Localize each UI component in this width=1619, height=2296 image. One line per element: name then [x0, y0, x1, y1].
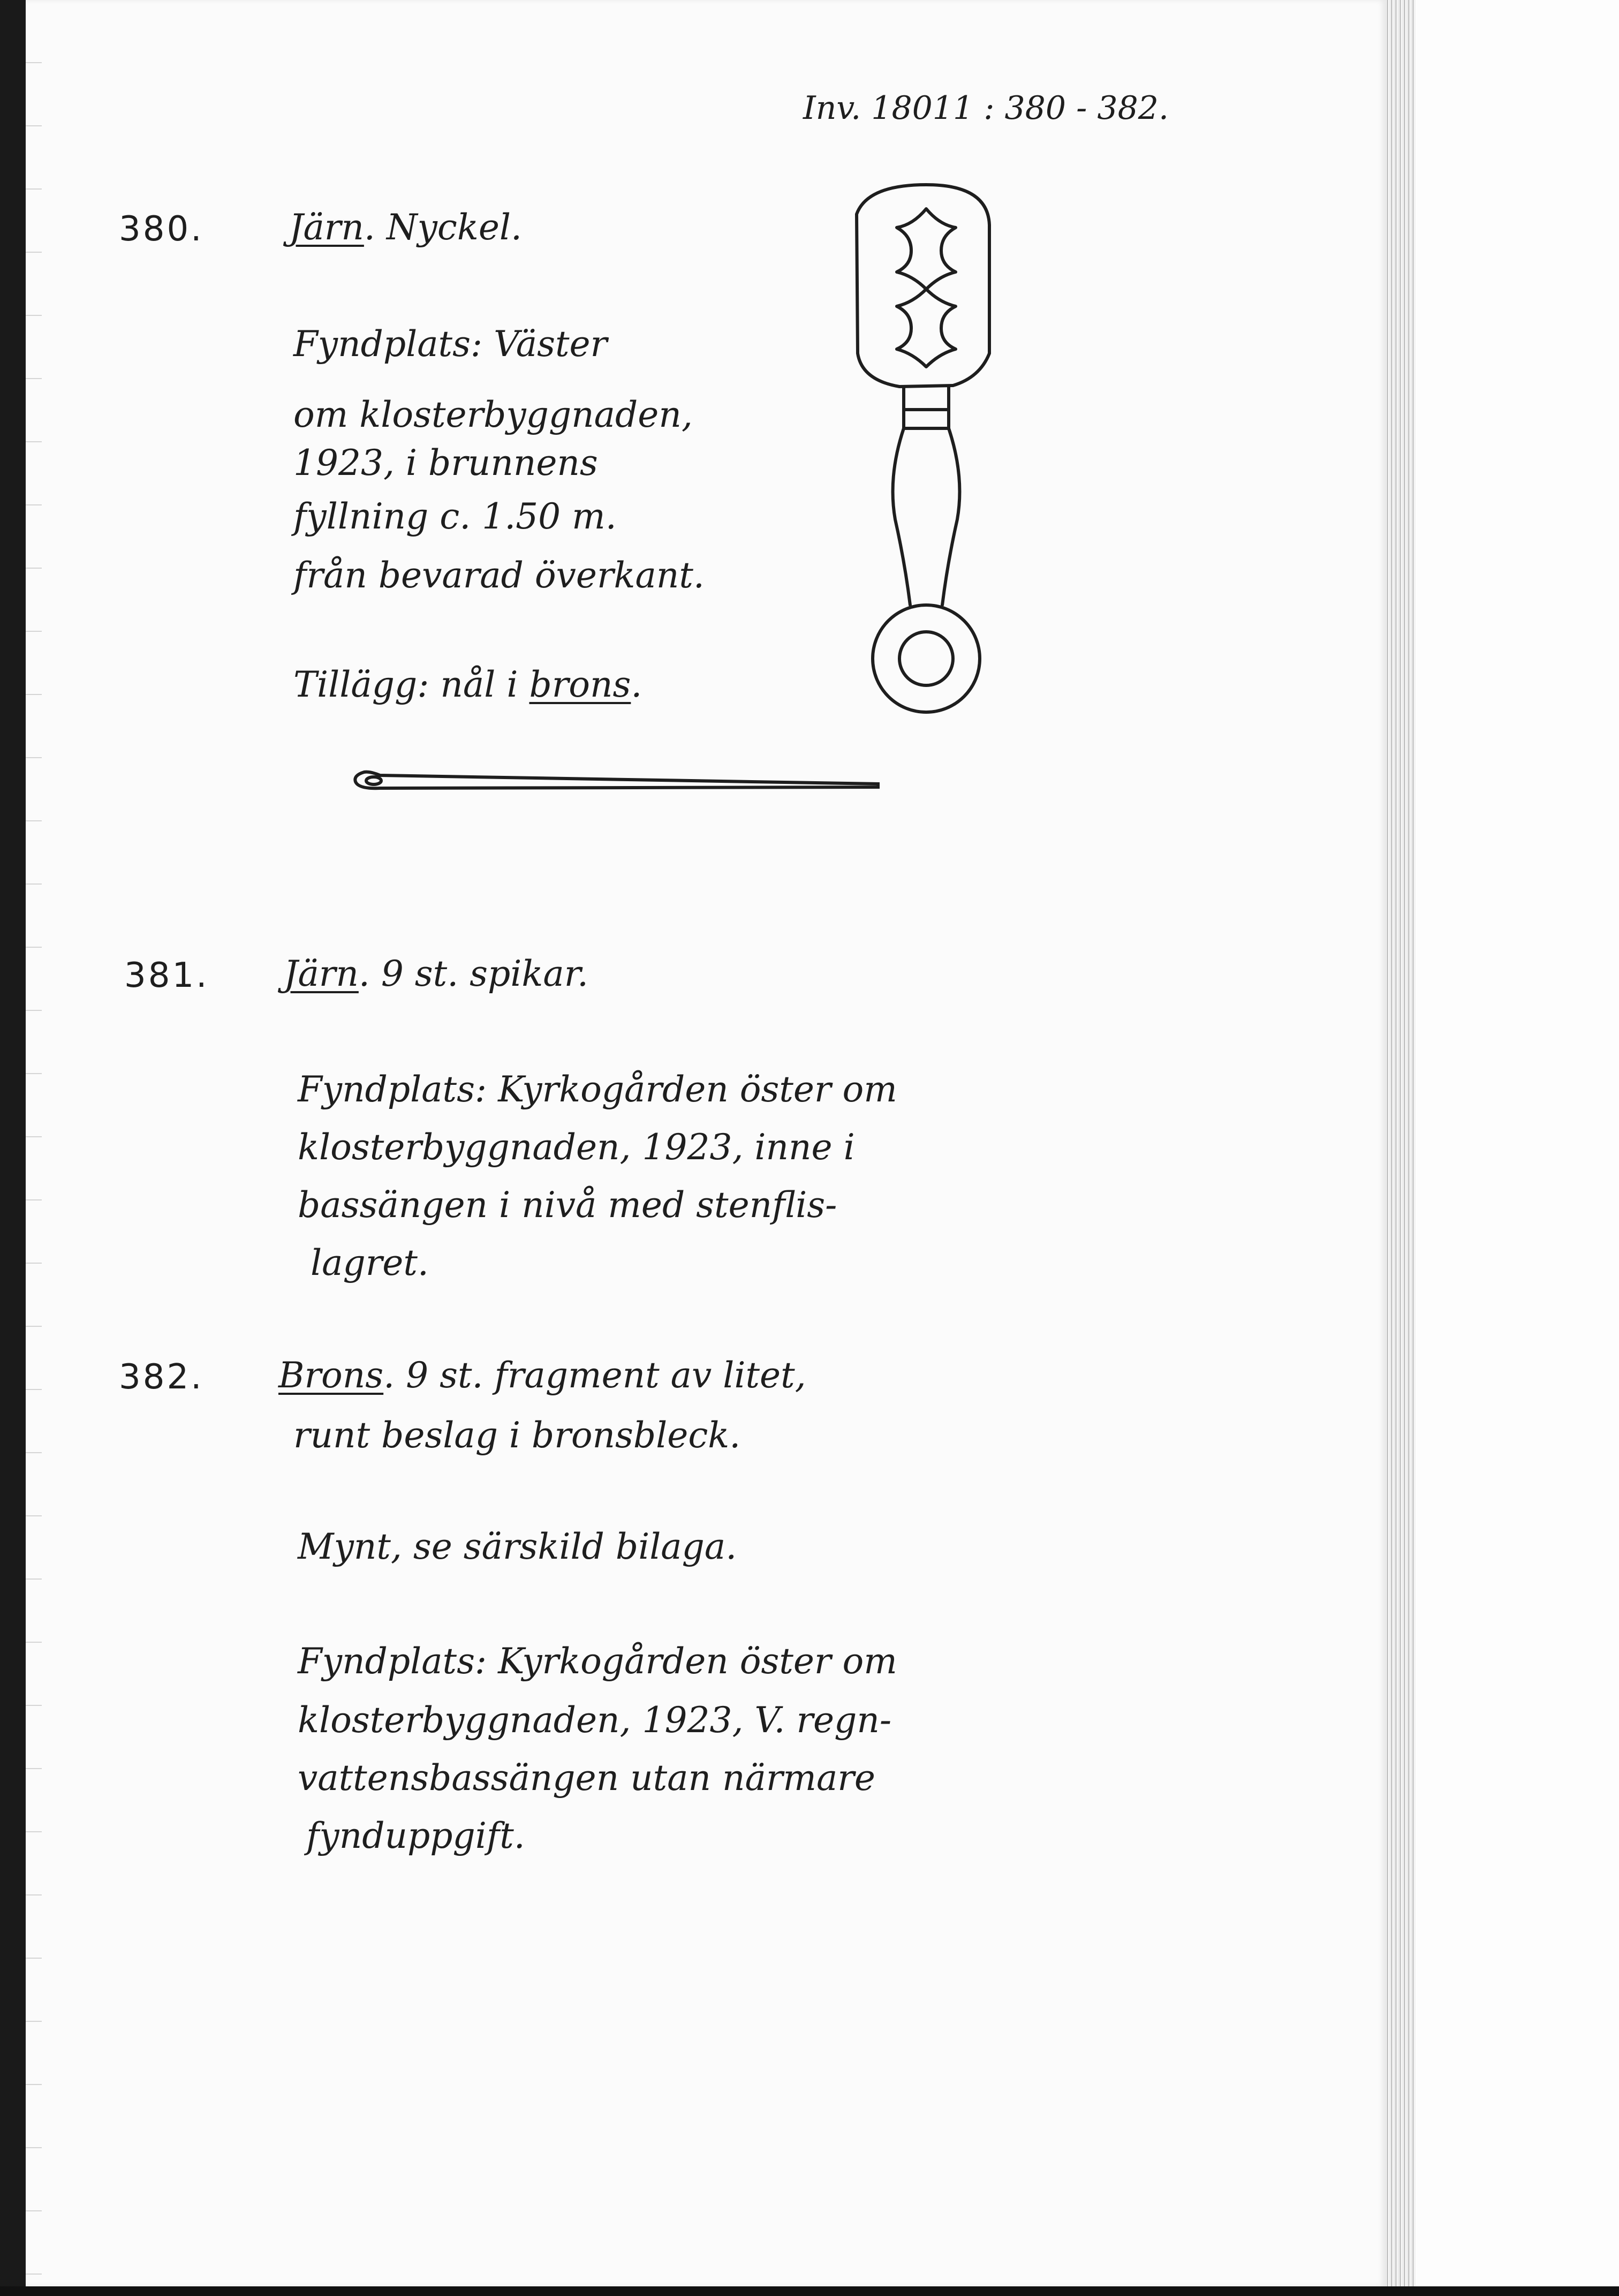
- entry-380-line-5: från bevarad överkant.: [293, 555, 705, 596]
- entry-382-coin-note: Mynt, se särskild bilaga.: [298, 1526, 737, 1567]
- entry-380-addition-tail: .: [631, 664, 642, 705]
- inventory-reference: Inv. 18011 : 380 - 382.: [803, 89, 1169, 127]
- key-drawing-icon: [846, 177, 1007, 734]
- entry-381-line-2: klosterbyggnaden, 1923, inne i: [298, 1127, 855, 1168]
- entry-380-line-1: Fyndplats: Väster: [293, 323, 608, 365]
- background-right: [1416, 0, 1619, 2286]
- entry-382-number: 382.: [119, 1357, 204, 1397]
- entry-380-title: [289, 207, 522, 248]
- entry-382-title: [278, 1355, 806, 1396]
- entry-380-line-3: 1923, i brunnens: [293, 442, 598, 484]
- entry-380-addition: [293, 664, 642, 705]
- entry-382-line-1: runt beslag i bronsbleck.: [293, 1415, 741, 1456]
- page-margin: [26, 0, 42, 2286]
- entry-380-line-4: fyllning c. 1.50 m.: [293, 496, 617, 537]
- entry-380-title-rest: . Nyckel.: [364, 207, 522, 248]
- entry-380-material: Järn: [289, 207, 364, 248]
- entry-380-addition-lead: Tillägg: nål i: [293, 664, 529, 705]
- page-edges: [1386, 0, 1416, 2286]
- entry-382-line-3: Fyndplats: Kyrkogården öster om: [298, 1641, 897, 1682]
- entry-382-title-rest: . 9 st. fragment av litet,: [383, 1355, 806, 1396]
- entry-382-line-4: klosterbyggnaden, 1923, V. regn-: [298, 1700, 892, 1741]
- entry-380-addition-material: brons: [529, 664, 631, 705]
- entry-381-line-4: lagret.: [311, 1242, 429, 1283]
- bottom-border: [0, 2286, 1619, 2296]
- entry-382-material: Brons: [278, 1355, 384, 1396]
- entry-381-material: Järn: [284, 953, 359, 994]
- entry-382-line-5: vattensbassängen utan närmare: [298, 1757, 875, 1799]
- entry-381-title: [284, 953, 589, 994]
- entry-382-line-6: fynduppgift.: [306, 1815, 525, 1856]
- entry-381-line-1: Fyndplats: Kyrkogården öster om: [298, 1069, 897, 1110]
- entry-381-line-3: bassängen i nivå med stenflis-: [298, 1184, 837, 1226]
- entry-380-number: 380.: [119, 209, 204, 249]
- entry-380-line-2: om klosterbyggnaden,: [293, 394, 693, 435]
- needle-drawing-icon: [348, 760, 883, 798]
- entry-381-title-rest: . 9 st. spikar.: [358, 953, 589, 994]
- entry-381-number: 381.: [124, 956, 209, 995]
